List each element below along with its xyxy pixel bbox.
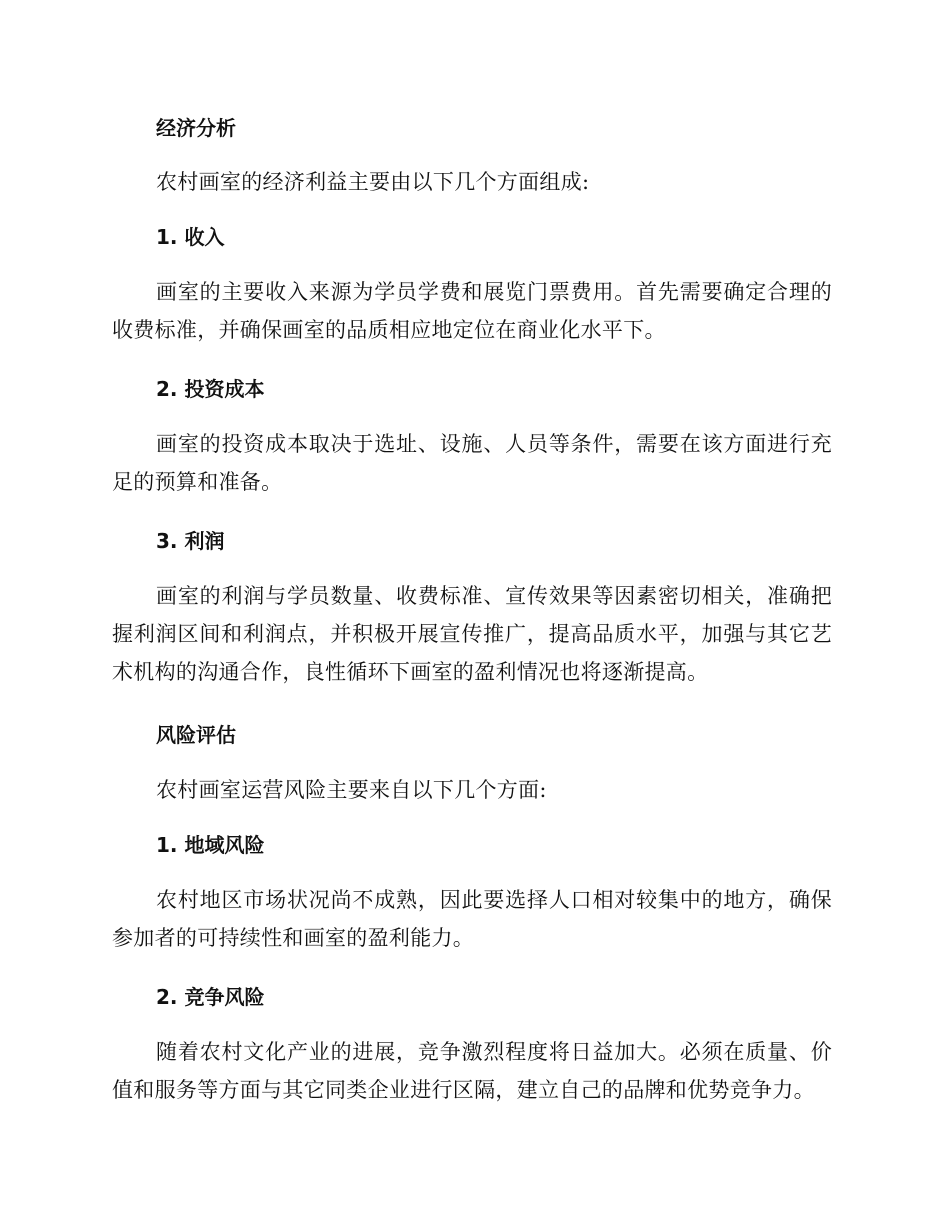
item-text-competition-risk: 随着农村文化产业的进展，竞争激烈程度将日益加大。必须在质量、价值和服务等方面与其它同类企业进行区隔，建立自己的品牌和优势竞争力。: [112, 1040, 832, 1102]
section-heading-risk-assessment: 风险评估: [156, 723, 236, 747]
risk-assessment-intro: 农村画室运营风险主要来自以下几个方面:: [156, 778, 547, 802]
section-heading-economic-analysis: 经济分析: [156, 116, 236, 140]
item-heading-regional-risk: 1. 地域风险: [156, 833, 265, 857]
economic-analysis-intro: 农村画室的经济利益主要由以下几个方面组成:: [156, 170, 590, 194]
item-text-investment-cost: 画室的投资成本取决于选址、设施、人员等条件，需要在该方面进行充足的预算和准备。: [112, 432, 832, 494]
item-heading-profit: 3. 利润: [156, 529, 225, 553]
item-heading-investment-cost: 2. 投资成本: [156, 377, 265, 401]
item-heading-income: 1. 收入: [156, 225, 225, 249]
item-text-regional-risk: 农村地区市场状况尚不成熟，因此要选择人口相对较集中的地方，确保参加者的可持续性和画室的盈利能力。: [112, 888, 832, 950]
item-text-income: 画室的主要收入来源为学员学费和展览门票费用。首先需要确定合理的收费标准，并确保画室的品质相应地定位在商业化水平下。: [112, 280, 832, 342]
item-heading-competition-risk: 2. 竞争风险: [156, 985, 265, 1009]
item-text-profit: 画室的利润与学员数量、收费标准、宣传效果等因素密切相关，准确把握利润区间和利润点，并积极开展宣传推广，提高品质水平，加强与其它艺术机构的沟通合作，良性循环下画室的盈利情况也将逐渐提高。: [112, 584, 832, 684]
